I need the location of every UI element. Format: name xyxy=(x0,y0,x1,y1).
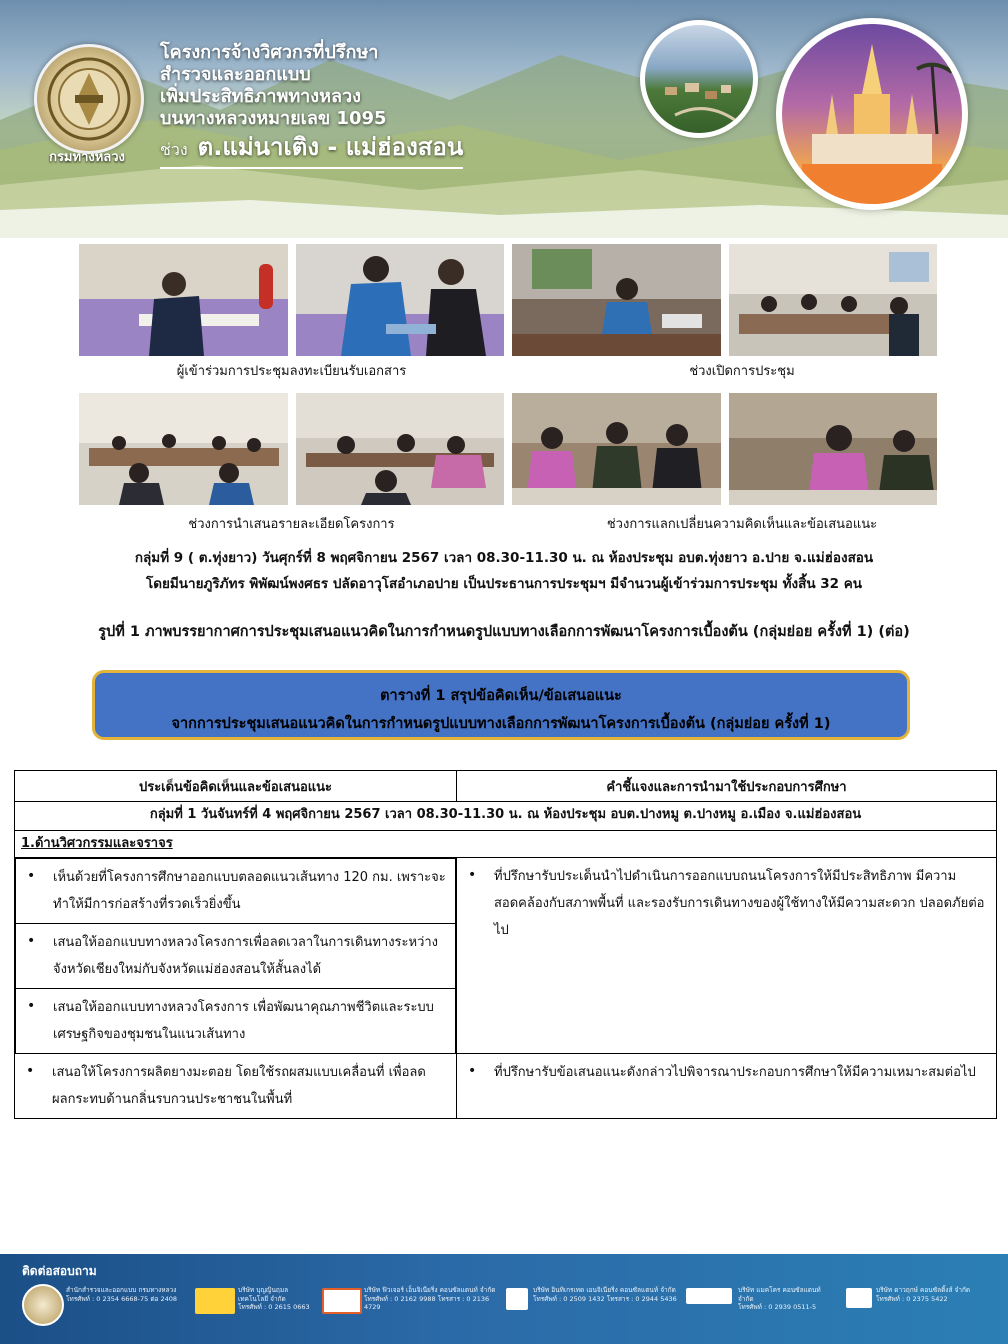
photo-registration-2 xyxy=(296,244,504,356)
response-item: • ที่ปรึกษารับประเด็นนำไปดำเนินการออกแบบถนนโครงการให้มีประสิทธิภาพ มีความสอดคล้องกับสภาพพื้นที่ และรองรับการเดินทางของผู้ใช้ทางให้มีความสะดวก ปลอดภัยต่อไป xyxy=(458,859,995,948)
temple-photo xyxy=(776,18,968,210)
comment-item: • เห็นด้วยที่โครงการศึกษาออกแบบตลอดแนวเส้นทาง 120 กม. เพราะจะทำให้มีการก่อสร้างที่รวดเร็วยิ่งขึ้น xyxy=(17,860,454,922)
comment-item: • เสนอให้ออกแบบทางหลวงโครงการ เพื่อพัฒนาคุณภาพชีวิตและระบบเศรษฐกิจของชุมชนในแนวเส้นทาง xyxy=(17,990,454,1052)
highways-seal-icon xyxy=(22,1284,64,1326)
section-prefix: ช่วง xyxy=(160,140,188,159)
section-name: ต.แม่นาเติง - แม่ฮ่องสอน xyxy=(197,133,464,161)
contact-label: ติดต่อสอบถาม xyxy=(22,1264,97,1278)
photo-presentation-1 xyxy=(79,393,288,505)
bpc-logo-icon xyxy=(195,1288,235,1314)
table-header-row xyxy=(15,771,997,802)
macro-logo-icon xyxy=(686,1288,732,1304)
section-row xyxy=(15,831,997,858)
header-banner xyxy=(0,0,1008,238)
table-title-box xyxy=(92,670,910,740)
section-heading: 1.ด้านวิศวกรรมและจราจร xyxy=(15,831,997,858)
photo-opening-1 xyxy=(512,244,721,356)
org-contact: บริษัท อินทิเกรเทด เอนจิเนียริ่ง คอนซัลแตนท์ จำกัด โทรศัพท์ : 0 2509 1432 โทรสาร : 0 2944 5436 xyxy=(533,1286,677,1303)
group-heading: กลุ่มที่ 1 วันจันทร์ที่ 4 พฤศจิกายน 2567 เวลา 08.30-11.30 น. ณ ห้องประชุม อบต.ปางหมู ต.ปางหมู อ.เมือง จ.แม่ฮ่องสอน xyxy=(15,802,997,831)
photo-caption: ช่วงเปิดการประชุม xyxy=(689,364,795,379)
photo-discussion-1 xyxy=(512,393,721,505)
table-row xyxy=(15,1054,997,1119)
integrated-logo-icon xyxy=(506,1288,528,1310)
org-contact: บริษัท แมคโคร คอนซัลแตนท์ จำกัด โทรศัพท์ : 0 2939 0511-5 xyxy=(738,1286,821,1311)
title-line: เพิ่มประสิทธิภาพทางหลวง xyxy=(160,86,361,107)
project-title xyxy=(160,42,463,169)
daoruek-logo-icon xyxy=(846,1288,872,1308)
photo-registration-1 xyxy=(79,244,288,356)
comment-list xyxy=(15,858,456,1053)
column-header-responses: คำชี้แจงและการนำมาใช้ประกอบการศึกษา xyxy=(457,771,997,802)
org-contact: บริษัท บุญญินฤมล เทคโนโลยี จำกัด โทรศัพท์ : 0 2615 0663 xyxy=(238,1286,310,1311)
title-line: บนทางหลวงหมายเลข 1095 xyxy=(160,108,387,129)
comment-item: • เสนอให้ออกแบบทางหลวงโครงการเพื่อลดเวลาในการเดินทางระหว่างจังหวัดเชียงใหม่กับจังหวัดแม่ฮ่องสอนให้สั้นลงได้ xyxy=(17,925,454,987)
photo-discussion-2 xyxy=(729,393,937,505)
photo-caption: ผู้เข้าร่วมการประชุมลงทะเบียนรับเอกสาร xyxy=(176,364,407,379)
table-row xyxy=(15,858,997,1054)
photo-opening-2 xyxy=(729,244,937,356)
future-logo-icon xyxy=(322,1288,362,1314)
project-section xyxy=(160,130,463,169)
department-of-highways-logo xyxy=(34,44,144,154)
contact-footer xyxy=(0,1254,1008,1344)
photo-presentation-2 xyxy=(296,393,504,505)
title-line: สำรวจและออกแบบ xyxy=(160,64,311,85)
village-photo xyxy=(640,20,758,138)
summary-table xyxy=(14,770,997,1119)
org-contact: สำนักสำรวจและออกแบบ กรมทางหลวง โทรศัพท์ : 0 2354 6668-75 ต่อ 2408 xyxy=(66,1286,178,1303)
response-cell xyxy=(457,1054,997,1119)
response-cell xyxy=(457,858,997,1054)
table-title-line1: ตารางที่ 1 สรุปข้อคิดเห็น/ข้อเสนอแนะ xyxy=(380,688,622,704)
org-contact: บริษัท ฟิวเจอร์ เอ็นจิเนียริ่ง คอนซัลแตนท์ จำกัด โทรศัพท์ : 0 2162 9988 โทรสาร : 0 2136 4729 xyxy=(364,1286,496,1311)
comments-cell xyxy=(15,858,457,1054)
title-line: โครงการจ้างวิศวกรที่ปรึกษา xyxy=(160,42,379,63)
comments-cell xyxy=(15,1054,457,1119)
photo-caption: ช่วงการแลกเปลี่ยนความคิดเห็นและข้อเสนอแนะ xyxy=(606,517,878,532)
figure-caption: รูปที่ 1 ภาพบรรยากาศการประชุมเสนอแนวคิดในการกำหนดรูปแบบทางเลือกการพัฒนาโครงการเบื้องต้น (กลุ่มย่อย ครั้งที่ 1) (ต่อ) xyxy=(98,624,910,640)
org-contact: บริษัท ดาวฤกษ์ คอนซัลติ้งส์ จำกัด โทรศัพท์ : 0 2375 5422 xyxy=(876,1286,971,1303)
comment-item: • เสนอให้โครงการผลิตยางมะตอย โดยใช้รถผสมแบบเคลื่อนที่ เพื่อลดผลกระทบด้านกลิ่นรบกวนประชาชนในพื้นที่ xyxy=(16,1055,455,1117)
response-item: • ที่ปรึกษารับข้อเสนอแนะดังกล่าวไปพิจารณาประกอบการศึกษาให้มีความเหมาะสมต่อไป xyxy=(458,1055,995,1090)
group-row xyxy=(15,802,997,831)
meeting-details-line2: โดยมีนายภูริภัทร พิพัฒน์พงศธร ปลัดอาวุโสอำเภอปาย เป็นประธานการประชุมฯ มีจำนวนผู้เข้าร่วมการประชุม ทั้งสิ้น 32 คน xyxy=(145,576,863,592)
photo-caption: ช่วงการนำเสนอรายละเอียดโครงการ xyxy=(188,517,395,532)
logo-caption: กรมทางหลวง xyxy=(49,150,125,165)
column-header-comments: ประเด็นข้อคิดเห็นและข้อเสนอแนะ xyxy=(15,771,457,802)
meeting-details-line1: กลุ่มที่ 9 ( ต.ทุ่งยาว) วันศุกร์ที่ 8 พฤศจิกายน 2567 เวลา 08.30-11.30 น. ณ ห้องประชุม อบต.ทุ่งยาว อ.ปาย จ.แม่ฮ่องสอน xyxy=(134,550,874,566)
table-title-line2: จากการประชุมเสนอแนวคิดในการกำหนดรูปแบบทางเลือกการพัฒนาโครงการเบื้องต้น (กลุ่มย่อย ครั้งที่ 1) xyxy=(171,716,831,732)
